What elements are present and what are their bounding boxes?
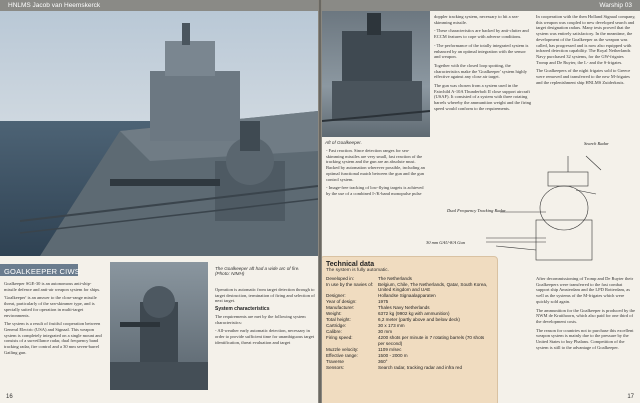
tech-row: Calibre: 30 mm	[326, 329, 393, 335]
gun-label: 30 mm GAU-8/A Gun	[426, 240, 466, 245]
technical-data-box	[322, 256, 498, 403]
paragraph: - Fast reaction. Since detection ranges for sea-skimming missiles are very small, fast reaction of the tracking system and the gun are an absolute must. Backed by automation wherever possible, including an optimal functional match between the gun and the gun control system.	[326, 148, 425, 182]
goalkeeper-mount-photo	[110, 262, 208, 390]
page-number-left: 16	[6, 394, 13, 400]
tech-row: Firing speed: 4200 shots per minute in 7 rotating barrels (70 shots per second)	[326, 335, 485, 346]
paragraph: Goalkeeper SGE-30 is an autonomous anti-ship-missile defence and anti-air weapon system for ships.	[4, 281, 101, 292]
photo-caption: The Goalkeeper aft had a wide arc of fire. (Photo: NIMH)	[215, 266, 300, 276]
tech-row: Cartridge: 30 x 173 mm	[326, 323, 405, 329]
text-column-1	[4, 281, 104, 358]
text-column-d	[536, 276, 636, 353]
left-page-header: HNLMS Jacob van Heemskerck	[0, 0, 318, 11]
text-column-b	[434, 14, 532, 115]
aft-photo-caption: Aft of Goalkeeper.	[325, 140, 362, 145]
tech-row: Sensors: Search radar, tracking radar and infra red	[326, 364, 463, 370]
paragraph: - The performance of the totally integrated system is enhanced by an optimal integration with the sensor and weapon.	[434, 42, 529, 60]
tech-row: Traverse 360°	[326, 358, 388, 364]
tech-row: Effective range: 1500 - 2000 m	[326, 352, 408, 358]
paragraph: Together with the closed loop spotting, the characteristics make the 'Goalkeeper' system highly effective against any close air target.	[434, 62, 527, 80]
tech-row: Muzzle velocity: 1109 m/sec	[326, 346, 402, 352]
paragraph: - All-weather early automatic detection, necessary in order to provide sufficient time for unambiguous target identification, threat evaluation and target	[215, 328, 315, 345]
search-radar-label: Search Radar	[584, 141, 609, 146]
paragraph: In cooperation with the then Holland Signaal company, this weapon was coupled to new developed search and target designation radars. Many tests proved that the system was entirely satisfactory. In the meantime, the development of the Goalkeeper as the weapon was called, has progressed and is now also equipped with infrared detection capability. The Royal Netherlands Navy purchased 32 systems, for the GW-frigates Tromp and De Ruyter, the L- and the S-frigates.	[536, 14, 636, 65]
tech-subtitle: The system is fully automatic.	[326, 268, 389, 273]
paragraph: The Goalkeepers of the night frigates sold to Greece were removed and transferred to the new M-frigates and the replenishment ship HNLMS Zuiderkruis.	[536, 68, 631, 85]
right-page	[322, 0, 640, 403]
tech-title: Technical data	[326, 261, 375, 268]
paragraph: The requirements are met by the following system characteristics:	[215, 313, 306, 325]
tech-row: Weight: 6372 kg (9902 kg with ammunition)	[326, 311, 450, 317]
paragraph: The system is a result of fruitful cooperation between General Electric (USA) and Signaal. This weapon system is completely integrated on a single mount and consists of a surveillance radar, dual frequency band tracking radar, fire control and a 30 mm seven-barrel Gatling gun.	[4, 321, 102, 355]
left-page	[0, 0, 318, 403]
page-number-right: 17	[627, 394, 634, 400]
right-page-header: Warship 03	[322, 0, 640, 11]
text-column-2	[215, 287, 315, 348]
goalkeeper-ship-photo	[0, 11, 318, 256]
paragraph: 'Goalkeeper' is an answer to the close-range missile threat, particularly of the sea-skimmer type, and is specially suited for operation in multi-target environments.	[4, 295, 97, 318]
tracking-radar-label: Dual Frequency Tracking Radar	[447, 208, 506, 213]
section-title: GOALKEEPER CIWS	[4, 267, 80, 276]
paragraph: doppler tracking system, necessary to hit a sea-skimming missile.	[434, 14, 519, 25]
aft-goalkeeper-photo	[322, 11, 430, 137]
paragraph: - Image-free tracking of low-flying targets is achieved by the use of a combined I-/K-band monopulse pulse	[326, 185, 424, 196]
paragraph: Operation is automatic from target detection through to target destruction, termination of firing and selection of next target.	[215, 287, 315, 304]
text-column-a	[326, 148, 426, 200]
text-column-c	[536, 14, 636, 88]
paragraph: After decommissioning of Tromp and De Ruyter their Goalkeepers were transferred to the fast combat support ship Amsterdam and the LPD Rotterdam, as well as the systems of the M-frigates which were quickly sold again.	[536, 276, 634, 304]
tech-row: Year of design: 1975	[326, 299, 389, 305]
tech-row: Designer: Hollandse Signaalapparaten	[326, 293, 436, 299]
subheading: System characteristics	[215, 306, 270, 313]
tech-row: Developed in: The Netherlands	[326, 276, 412, 281]
paragraph: - These characteristics are backed by anti-clutter and ECCM features to cope with adverse conditions.	[434, 28, 529, 40]
tech-row: Manufacturer: Thales Navy Netherlands	[326, 305, 430, 311]
paragraph: The ammunition for the Goalkeeper is produced by the NWM de Kruithoorn, which also paid for one third of the development costs.	[536, 307, 635, 324]
paragraph: The gun was chosen from a system used in the Fairchild A-10A Thunderbolt II close support aircraft (USAF). It consisted of a system with three rotating barrels whereby the ammunition weight and the firing speed would conform to the requirements.	[434, 83, 532, 111]
paragraph: The reason for countries not to purchase this excellent weapon system is mainly due to the pressure by the United States to buy Phalanx. Competition of the system is still to the advantage of Goalkeeper.	[536, 327, 634, 350]
tech-row: Total height: 6,2 meter (partly above and below deck)	[326, 317, 460, 323]
tech-row: In use by the navies of: Belgium, Chile, The Netherlands, Qatar, South Korea, United Kingdom and UAE	[326, 282, 488, 293]
